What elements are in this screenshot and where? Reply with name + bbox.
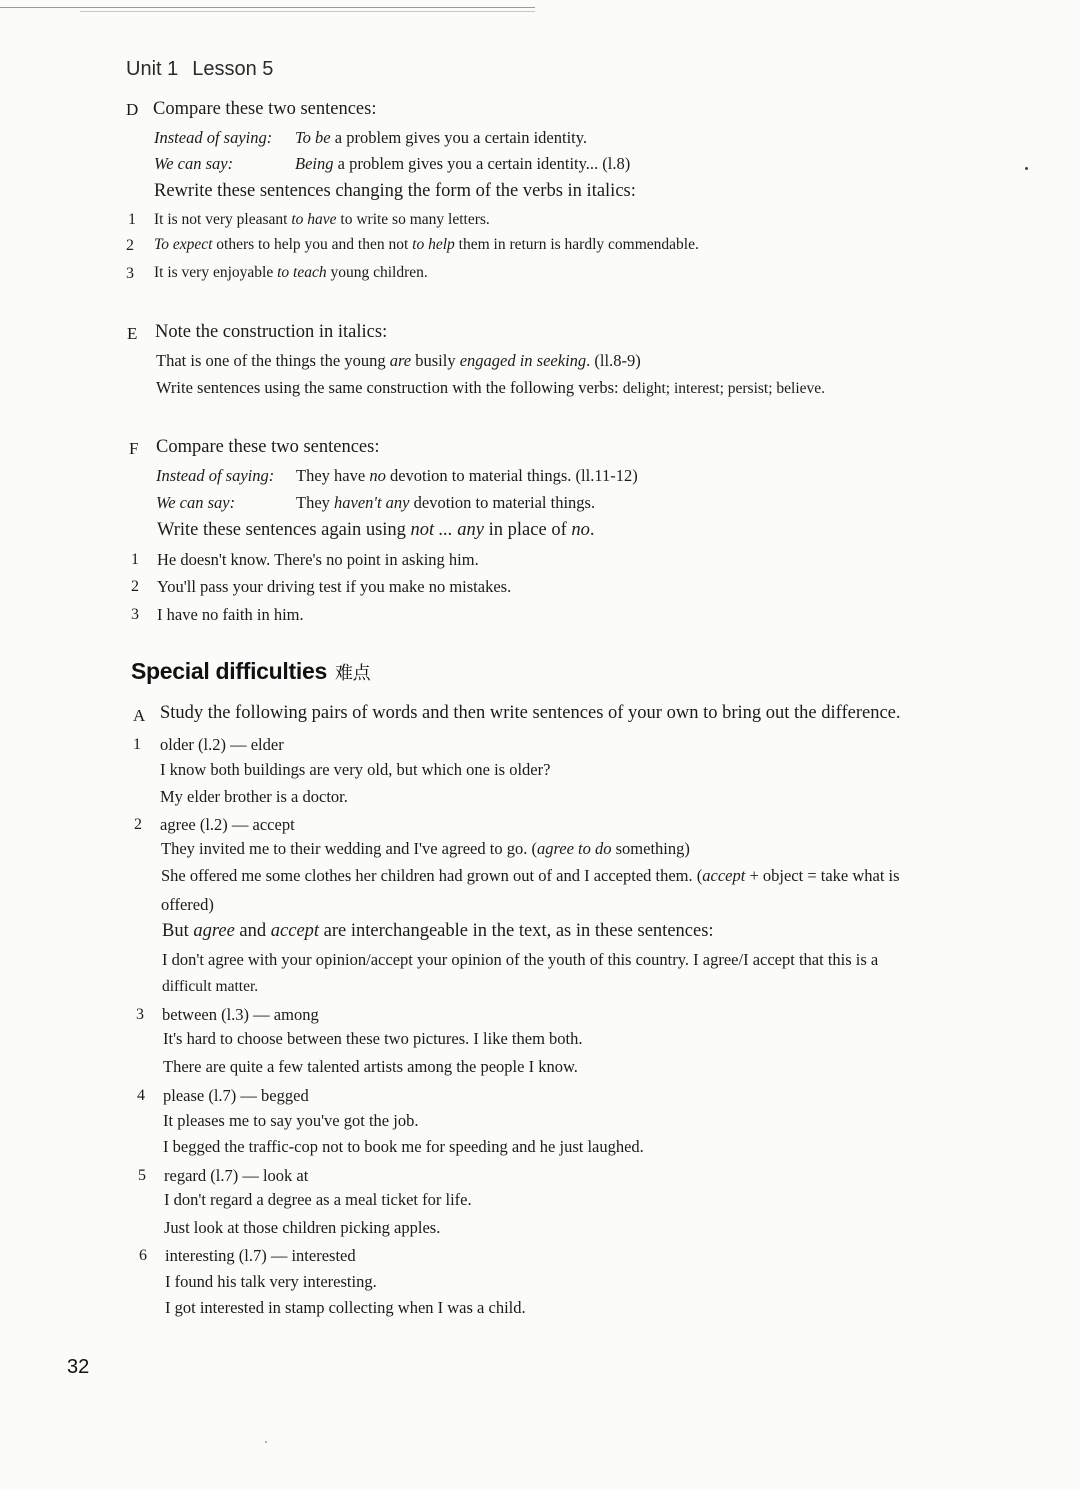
pair-5-example-2: Just look at those children picking apples. <box>164 1218 441 1237</box>
pair-1-title: older (l.2) — elder <box>160 735 284 754</box>
section-d-instruction: Rewrite these sentences changing the form of the verbs in italics: <box>154 181 636 201</box>
item-number: 2 <box>134 816 142 833</box>
scan-speck <box>1025 167 1028 170</box>
section-f-item-2: You'll pass your driving test if you make no mistakes. <box>157 577 512 596</box>
pair-5-title: regard (l.7) — look at <box>164 1166 309 1185</box>
special-a-label: A <box>133 706 146 725</box>
item-number: 2 <box>131 578 139 595</box>
page-number: 32 <box>67 1356 90 1378</box>
section-d-title: Compare these two sentences: <box>153 99 377 119</box>
section-f-item-1: He doesn't know. There's no point in asking him. <box>157 550 479 569</box>
pair-3-example-2: There are quite a few talented artists among the people I know. <box>163 1057 578 1076</box>
section-f-label: F <box>129 439 139 458</box>
pair-1-example-2: My elder brother is a doctor. <box>160 787 348 806</box>
item-number: 3 <box>131 606 139 623</box>
section-e-label: E <box>127 324 138 343</box>
unit-label: Unit 1 <box>126 58 179 80</box>
section-e-title: Note the construction in italics: <box>155 322 388 342</box>
running-header <box>126 58 273 81</box>
pair-1-example-1: I know both buildings are very old, but which one is older? <box>160 760 551 779</box>
item-number: 4 <box>137 1087 145 1104</box>
section-d-instead: Instead of saying: To be a problem gives you a certain identity. <box>154 128 588 147</box>
pair-4-example-1: It pleases me to say you've got the job. <box>163 1111 419 1130</box>
pair-3-example-1: It's hard to choose between these two pictures. I like them both. <box>163 1029 583 1048</box>
item-number: 3 <box>136 1006 144 1023</box>
pair-2-example-2-cont: offered) <box>161 895 214 914</box>
section-f-title: Compare these two sentences: <box>156 437 380 457</box>
special-difficulties-heading: Special difficulties 难点 <box>131 658 371 684</box>
item-number: 1 <box>133 736 141 753</box>
section-d-item-1: It is not very pleasant to have to write so many letters. <box>154 211 490 228</box>
item-number: 6 <box>139 1247 147 1264</box>
scan-speck <box>265 1441 267 1443</box>
section-f-item-3: I have no faith in him. <box>157 605 304 624</box>
pair-4-example-2: I begged the traffic-cop not to book me for speeding and he just laughed. <box>163 1137 644 1156</box>
item-number: 1 <box>131 551 139 568</box>
item-number: 1 <box>128 211 136 228</box>
special-instruction: Study the following pairs of words and then write sentences of your own to bring out the difference. <box>160 703 901 723</box>
pair-4-title: please (l.7) — begged <box>163 1086 309 1105</box>
section-d-cansay: We can say: Being a problem gives you a certain identity... (l.8) <box>154 154 631 173</box>
pair-2-example-2: She offered me some clothes her children had grown out of and I accepted them. (accept + object = take what is <box>161 866 900 885</box>
pair-2-note: But agree and accept are interchangeable in the text, as in these sentences: <box>162 921 714 941</box>
pair-6-example-1: I found his talk very interesting. <box>165 1272 377 1291</box>
section-e-example: That is one of the things the young are busily engaged in seeking. (ll.8-9) <box>156 351 641 370</box>
pair-2-example-3: I don't agree with your opinion/accept your opinion of the youth of this country. I agree/I accept that this is a <box>162 950 879 969</box>
pair-3-title: between (l.3) — among <box>162 1005 319 1024</box>
section-d-label: D <box>126 100 139 119</box>
top-rule <box>0 7 535 8</box>
pair-2-example-3-cont: difficult matter. <box>162 978 259 995</box>
section-f-instead: Instead of saying: They have no devotion to material things. (ll.11-12) <box>156 466 638 485</box>
section-f-instruction: Write these sentences again using not ... any in place of no. <box>157 520 595 540</box>
pair-6-example-2: I got interested in stamp collecting when I was a child. <box>165 1298 526 1317</box>
top-rule-secondary <box>80 11 535 12</box>
item-number: 5 <box>138 1167 146 1184</box>
item-number: 2 <box>126 237 134 254</box>
pair-6-title: interesting (l.7) — interested <box>165 1246 356 1265</box>
pair-2-example-1: They invited me to their wedding and I've agreed to go. (agree to do something) <box>161 839 690 858</box>
section-f-cansay: We can say: They haven't any devotion to material things. <box>156 493 596 512</box>
item-number: 3 <box>126 265 134 282</box>
section-e-instruction: Write sentences using the same construction with the following verbs: delight; interest; persist; believe. <box>156 378 826 397</box>
pair-2-title: agree (l.2) — accept <box>160 815 295 834</box>
section-d-item-2: To expect others to help you and then not to help them in return is hardly commendable. <box>154 236 699 253</box>
lesson-label: Lesson 5 <box>192 58 274 80</box>
heading-chinese: 难点 <box>334 663 371 684</box>
pair-5-example-1: I don't regard a degree as a meal ticket for life. <box>164 1190 472 1209</box>
section-d-item-3: It is very enjoyable to teach young children. <box>154 264 428 281</box>
